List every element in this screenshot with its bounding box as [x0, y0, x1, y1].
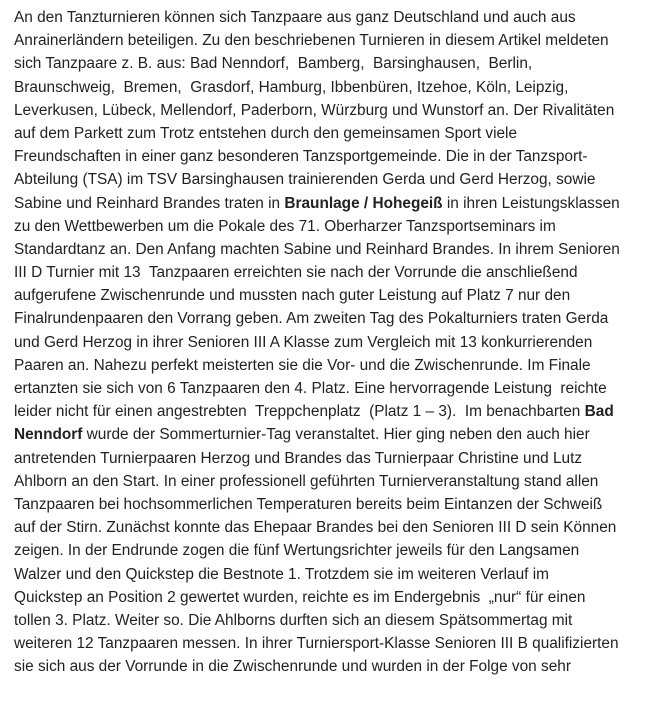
text-line: Quickstep an Position 2 gewertet wurden, reichte es im Endergebnis „nur“ für einen	[14, 588, 586, 606]
text-line: weiteren 12 Tanzpaaren messen. In ihrer Turniersport-Klasse Senioren III B qualifizierten	[14, 635, 619, 653]
text-line	[14, 400, 660, 423]
text-line	[14, 423, 660, 446]
text-line: Finalrundenpaaren den Vorrang geben. Am zweiten Tag des Pokalturniers traten Gerda	[14, 310, 609, 328]
text-line: Paaren an. Nahezu perfekt meisterten sie die Vor- und die Zwischenrunde. Im Finale	[14, 356, 591, 374]
text-line: tollen 3. Platz. Weiter so. Die Ahlborns durften sich an diesem Spätsommertag mit	[14, 611, 573, 629]
text-line: zeigen. In der Endrunde zogen die fünf Wertungsrichter jeweils für den Langsamen	[14, 542, 580, 560]
text-line: An den Tanzturnieren können sich Tanzpaare aus ganz Deutschland und auch aus	[14, 9, 576, 26]
text-segment: leider nicht für einen angestrebten Treppchenplatz (Platz 1 – 3). Im benachbarten	[14, 403, 585, 421]
text-line: antretenden Turnierpaaren Herzog und Brandes das Turnierpaar Christine und Lutz	[14, 449, 583, 467]
text-line: III D Turnier mit 13 Tanzpaaren erreichten sie nach der Vorrunde die anschließend	[14, 264, 578, 282]
bold-place-name: Bad	[584, 403, 614, 421]
text-line: sich Tanzpaare z. B. aus: Bad Nenndorf, Bamberg, Barsinghausen, Berlin,	[14, 55, 533, 73]
text-line	[14, 192, 660, 215]
text-line: ertanzten sie sich von 6 Tanzpaaren den 4. Platz. Eine hervorragende Leistung reichte	[14, 380, 607, 397]
bold-place-name: Nenndorf	[14, 426, 83, 444]
text-line: zu den Wettbewerben um die Pokale des 71. Oberharzer Tanzsportseminars im	[14, 217, 556, 235]
text-line: auf dem Parkett zum Trotz entstehen durch den gemeinsamen Sport viele	[14, 124, 518, 142]
text-line: Leverkusen, Lübeck, Mellendorf, Paderborn, Würzburg und Wunstorf an. Der Rivalitäten	[14, 101, 615, 119]
text-segment: wurde der Sommerturnier-Tag veranstaltet. Hier ging neben den auch hier	[82, 426, 590, 444]
text-line: Walzer und den Quickstep die Bestnote 1. Trotzdem sie im weiteren Verlauf im	[14, 565, 549, 583]
text-segment: in ihren Leistungsklassen	[442, 194, 620, 212]
text-line: Standardtanz an. Den Anfang machten Sabine und Reinhard Brandes. In ihrem Senioren	[14, 240, 620, 258]
text-line: Anrainerländern beteiligen. Zu den beschriebenen Turnieren in diesem Artikel meldeten	[14, 32, 609, 50]
text-line: auf der Stirn. Zunächst konnte das Ehepaar Brandes bei den Senioren III D sein Können	[14, 519, 617, 537]
text-line: Abteilung (TSA) im TSV Barsinghausen trainierenden Gerda und Gerd Herzog, sowie	[14, 171, 596, 189]
text-line: aufgerufene Zwischenrunde und mussten nach guter Leistung auf Platz 7 nur den	[14, 287, 571, 305]
text-line: Tanzpaaren bei hochsommerlichen Temperaturen bereits beim Eintanzen der Schweiß	[14, 495, 603, 513]
text-line: und Gerd Herzog in ihrer Senioren III A Klasse zum Vergleich mit 13 konkurrierenden	[14, 333, 593, 351]
text-line: sie sich aus der Vorrunde in die Zwischenrunde und wurden in der Folge von sehr	[14, 658, 571, 676]
text-line: Freundschaften in einer ganz besonderen Tanzsportgemeinde. Die in der Tanzsport-	[14, 148, 588, 166]
text-line: Braunschweig, Bremen, Grasdorf, Hamburg, Ibbenbüren, Itzehoe, Köln, Leipzig,	[14, 78, 569, 96]
bold-place-name: Braunlage / Hohegeiß	[284, 194, 443, 212]
text-segment: Sabine und Reinhard Brandes traten in	[14, 194, 285, 212]
article-body	[14, 6, 660, 678]
text-line: Ahlborn an den Start. In einer professionell geführten Turnierveranstaltung stand allen	[14, 472, 599, 490]
